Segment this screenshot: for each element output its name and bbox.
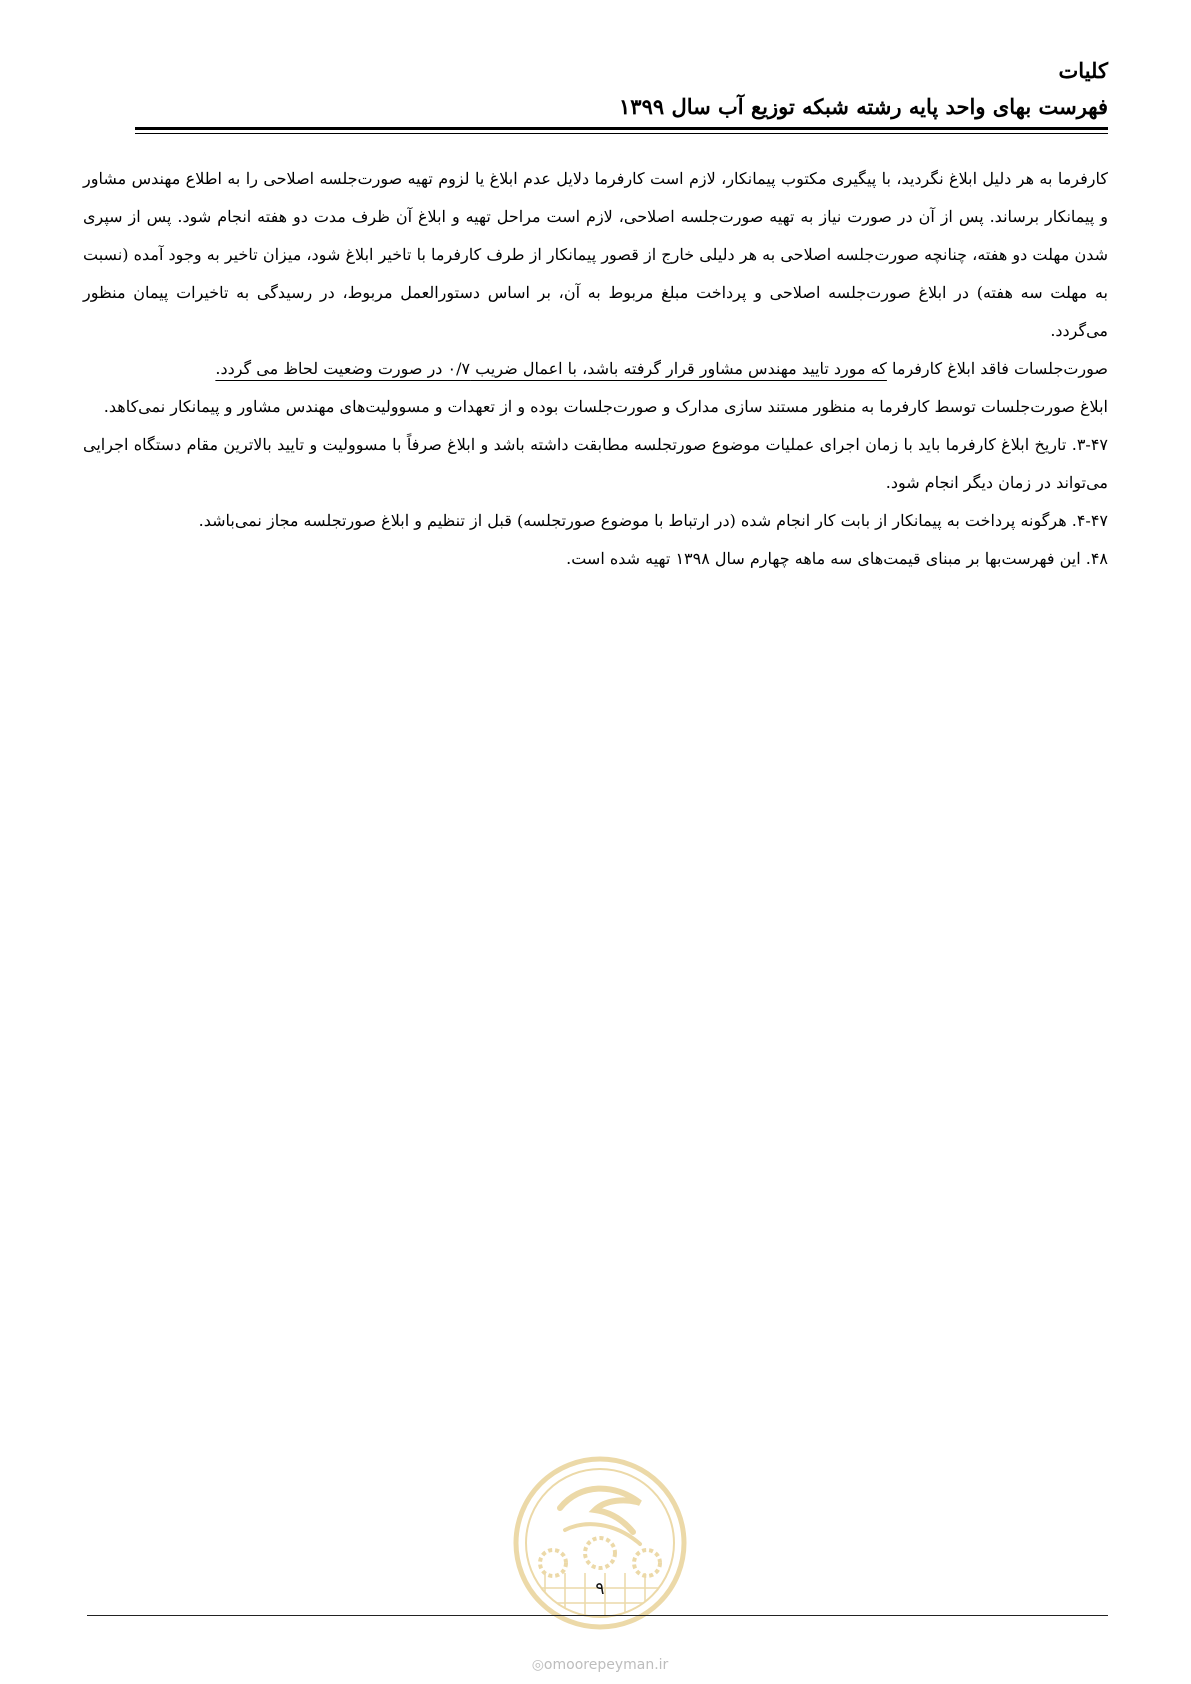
globe-icon: ◎ (531, 1657, 544, 1673)
header-rule-thick (135, 127, 1108, 130)
page-number: ۹ (595, 1579, 605, 1599)
section-title: کلیات (1058, 58, 1108, 83)
document-subtitle: فهرست بهای واحد پایه رشته شبکه توزیع آب سال ۱۳۹۹ (619, 94, 1108, 119)
paragraph-unnotified-plain: صورت‌جلسات فاقد ابلاغ کارفرما (886, 359, 1108, 378)
header-rule-thin (135, 133, 1108, 134)
paragraph-47-4: ۴-۴۷. هرگونه پرداخت به پیمانکار از بابت کار انجام شده (در ارتباط با موضوع صورتجلسه) قبل از تنظیم و ابلاغ صورتجلسه مجاز نمی‌باشد. (198, 511, 1108, 530)
website-url (515, 1657, 685, 1673)
watermark-seal-logo (505, 1448, 695, 1648)
paragraph-unnotified-underlined: که مورد تایید مهندس مشاور قرار گرفته باشد، با اعمال ضریب ۰/۷ در صورت وضعیت لحاظ می گردد. (215, 359, 887, 378)
paragraph-47-3: ۳-۴۷. تاریخ ابلاغ کارفرما باید با زمان اجرای عملیات موضوع صورتجلسه مطابقت داشته باشد و ابلاغ صرفاً با مسوولیت و تایید بالاترین مقام دستگاه اجرایی می‌تواند در زمان دیگر انجام شود. (83, 435, 1108, 492)
paragraph-amendment-minutes: کارفرما به هر دلیل ابلاغ نگردید، با پیگیری مکتوب پیمانکار، لازم است کارفرما دلایل عدم ابلاغ یا لزوم تهیه صورت‌جلسه اصلاحی را به اطلاع مهندس مشاور و پیمانکار برساند. پس از آن در صورت نیاز به تهیه صورت‌جلسه اصلاحی، لازم است مراحل تهیه و ابلاغ آن ظرف مدت دو هفته انجام شود. پس از سپری شدن مهلت دو هفته، چنانچه صورت‌جلسه اصلاحی به هر دلیلی خارج از قصور پیمانکار از طرف کارفرما با تاخیر ابلاغ شود، میزان تاخیر به وجود آمده (نسبت به مهلت سه هفته) در ابلاغ صورت‌جلسه اصلاحی و پرداخت مبلغ مربوط به آن، بر اساس دستورالعمل مربوط، در رسیدگی به تاخیرات پیمان منظور می‌گردد. (83, 169, 1109, 340)
website-url-text: omoorepeyman.ir (543, 1657, 669, 1673)
paragraph-unnotified-minutes (83, 350, 1108, 388)
body-text (83, 160, 1108, 578)
paragraph-notification-purpose: ابلاغ صورت‌جلسات توسط کارفرما به منظور مستند سازی مدارک و صورت‌جلسات بوده و از تعهدات و مسوولیت‌های مهندس مشاور و پیمانکار نمی‌کاهد. (103, 397, 1108, 416)
footer-rule (87, 1615, 1108, 1616)
paragraph-48: ۴۸. این فهرست‌بها بر مبنای قیمت‌های سه ماهه چهارم سال ۱۳۹۸ تهیه شده است. (566, 549, 1108, 568)
